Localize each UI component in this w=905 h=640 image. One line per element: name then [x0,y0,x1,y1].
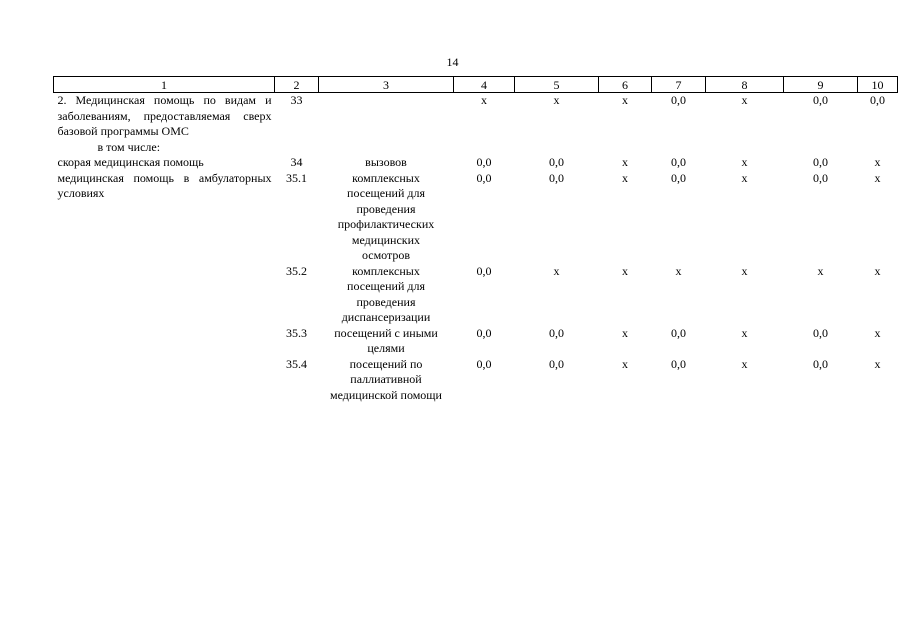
cell-col9: х [817,263,824,278]
row-unit: посещений с иными целями [334,325,438,355]
header-cell: 1 [54,77,275,93]
cell-col9: 0,0 [813,155,828,169]
row-unit: посещений по паллиативной медицинской помощи [330,356,442,402]
row-name: в том числе: [97,139,161,154]
table-row [54,171,898,264]
row-number: 35.4 [286,356,307,371]
cell-col5: 0,0 [549,170,564,185]
cell-col6: х [622,170,628,185]
row-name [54,264,275,326]
cell-col4: 0,0 [476,356,492,371]
row-unit: комплексных посещений для проведения профилактических медицинских осмотров [337,170,435,262]
cell-col4: 0,0 [476,155,492,169]
cell-col4: 0,0 [476,170,492,185]
cell-col5: х [553,93,560,107]
cell-col5: 0,0 [549,155,564,169]
cell-col10: х [874,263,881,278]
header-cell: 7 [652,77,706,93]
row-name [54,357,275,404]
cell-col8: х [741,170,748,185]
row-number: 35.3 [286,325,307,340]
header-cell: 10 [858,77,898,93]
cell-col9: 0,0 [813,170,828,185]
row-number: 35.2 [286,263,307,278]
cell-col7: 0,0 [671,93,686,107]
row-number: 34 [290,155,303,169]
row-unit [319,140,454,156]
cell-col7: 0,0 [671,170,686,185]
row-unit: комплексных посещений для проведения диспансеризации [341,263,431,324]
cell-col5: 0,0 [549,356,564,371]
cell-col4: 0,0 [476,263,492,278]
cell-col4: 0,0 [476,325,492,340]
table-row [54,93,898,140]
cell-col5: 0,0 [549,325,564,340]
row-name [54,326,275,357]
cell-col6: х [622,325,628,340]
cell-col9: 0,0 [813,93,828,107]
header-cell: 8 [706,77,784,93]
cell-col8: х [741,155,748,169]
cell-col8: х [741,356,748,371]
cell-col4: х [481,93,487,107]
cell-col6: х [622,263,628,278]
cell-col7: 0,0 [671,155,686,169]
cell-col6: х [622,155,628,169]
header-row [54,77,898,93]
cell-col4 [454,140,515,156]
header-cell: 5 [515,77,599,93]
row-name: скорая медицинская помощь [57,155,204,169]
cell-col9: 0,0 [813,325,828,340]
cell-col10: х [874,356,881,371]
cell-col7: 0,0 [671,356,686,371]
header-cell: 2 [275,77,319,93]
cell-col9: 0,0 [813,356,828,371]
cell-col7: х [675,263,682,278]
row-name: 2. Медицинская помощь по видам и заболеваниям, предоставляемая сверх базовой программы ОМС [57,93,272,138]
row-number: 35.1 [286,170,307,185]
cell-col10: х [874,155,881,169]
cell-col5: х [553,263,560,278]
cell-col9 [784,140,858,156]
table-row [54,140,898,156]
page-number: 14 [446,55,459,69]
cell-col6 [599,140,652,156]
table-row [54,155,898,171]
cell-col8: х [741,263,748,278]
data-table [53,76,898,403]
header-cell: 6 [599,77,652,93]
cell-col10: х [874,325,881,340]
cell-col7 [652,140,706,156]
cell-col8 [706,140,784,156]
cell-col7: 0,0 [671,325,686,340]
cell-col8: х [741,325,748,340]
table-row [54,264,898,326]
cell-col6: х [622,93,628,107]
cell-col6: х [622,356,628,371]
header-cell: 3 [319,77,454,93]
row-name: медицинская помощь в амбулаторных условиях [57,170,272,200]
row-unit: вызовов [365,155,407,169]
row-number [275,140,319,156]
row-number: 33 [290,93,303,107]
row-unit [319,93,454,140]
cell-col10 [858,140,898,156]
header-cell: 9 [784,77,858,93]
cell-col8: х [741,93,748,107]
cell-col10: х [874,170,881,185]
table-row [54,326,898,357]
cell-col5 [515,140,599,156]
table-row [54,357,898,404]
cell-col10: 0,0 [870,93,885,107]
header-cell: 4 [454,77,515,93]
